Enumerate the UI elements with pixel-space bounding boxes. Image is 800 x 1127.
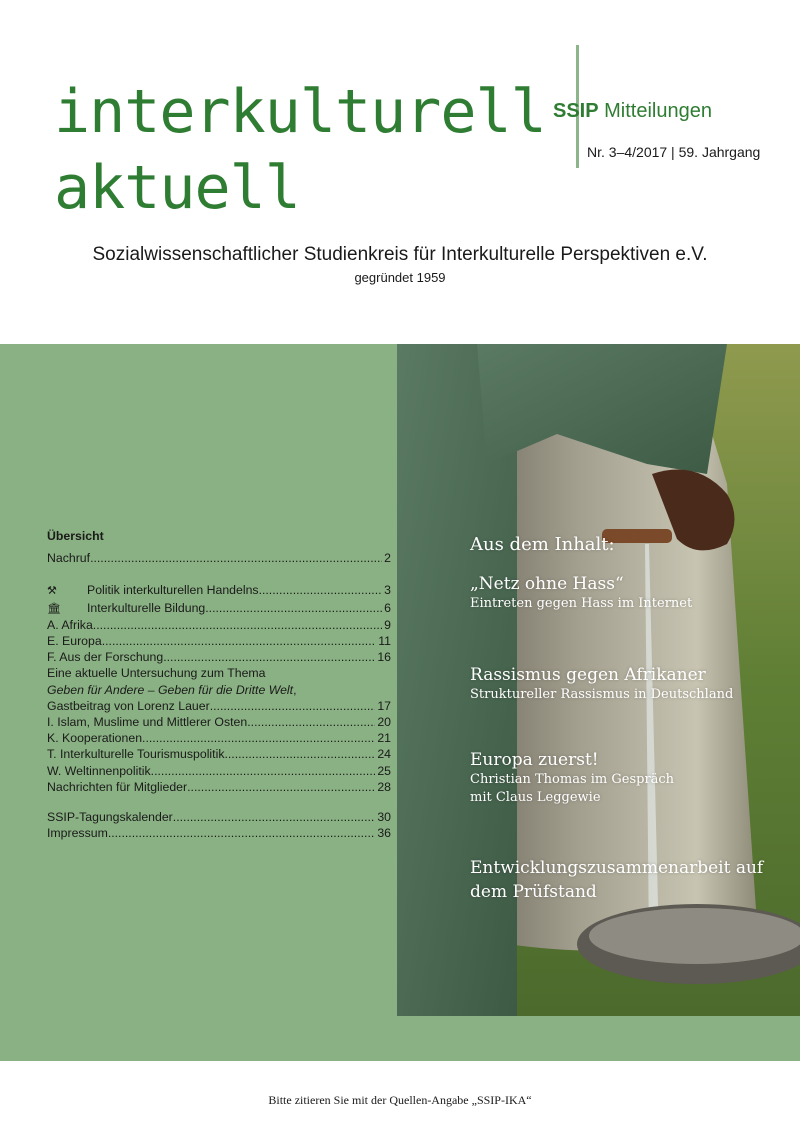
- toc-item-nachrichten[interactable]: [47, 779, 391, 795]
- article-subline: Christian Thomas im Gespräch: [470, 772, 675, 787]
- publication-name: [553, 100, 712, 123]
- article-subline: Eintreten gegen Hass im Internet: [470, 596, 693, 611]
- toc-label: Nachruf: [47, 551, 91, 566]
- bucket-water: [589, 908, 800, 964]
- title-line-1: interkulturell: [54, 77, 546, 147]
- toc-page: 17: [377, 698, 391, 713]
- toc-leader: [102, 633, 377, 649]
- toc-leader: [210, 698, 376, 714]
- toc-item-tagungskalender[interactable]: [47, 809, 391, 825]
- toc-untersuchung-line2: [47, 682, 391, 698]
- toc-leader: [259, 582, 383, 598]
- toc-leader: [93, 617, 382, 633]
- toc-item-kooperationen[interactable]: [47, 730, 391, 746]
- toc-page: 20: [377, 715, 391, 730]
- toc-page: 16: [377, 650, 391, 665]
- hammer-pick-icon: ⚒: [47, 585, 57, 598]
- toc-page: 28: [377, 779, 391, 794]
- table-of-contents: [47, 528, 391, 841]
- title-line-2: aktuell: [54, 153, 300, 223]
- toc-label: F. Aus der Forschung: [47, 650, 164, 665]
- toc-label: I. Islam, Muslime und Mittlerer Osten: [47, 715, 248, 730]
- toc-heading: Übersicht: [47, 529, 104, 543]
- toc-label: A. Afrika: [47, 617, 93, 632]
- toc-untersuchung-line1: Eine aktuelle Untersuchung zum Thema: [47, 666, 266, 681]
- toc-leader: [151, 763, 376, 779]
- toc-leader: [108, 825, 376, 841]
- toc-label: W. Weltinnenpolitik: [47, 763, 151, 778]
- toc-leader: [90, 550, 382, 566]
- organization-name: Sozialwissenschaftlicher Studienkreis für Interkulturelle Perspektiven e.V.: [92, 244, 708, 265]
- toc-item-bildung[interactable]: [47, 600, 391, 617]
- article-headline: „Netz ohne Hass“: [470, 574, 624, 594]
- toc-item-tourismus[interactable]: [47, 746, 391, 762]
- toc-page: 24: [377, 747, 391, 762]
- article-subline: Struktureller Rassismus in Deutschland: [470, 687, 734, 702]
- article-headline: Europa zuerst!: [470, 750, 599, 770]
- toc-label: Gastbeitrag von Lorenz Lauer: [47, 698, 210, 713]
- toc-item-nachruf[interactable]: [47, 550, 391, 566]
- article-headline: Entwicklungszusammenarbeit auf dem Prüfstand: [470, 858, 764, 902]
- toc-item-weltinnenpolitik[interactable]: [47, 763, 391, 779]
- toc-leader: [247, 714, 375, 730]
- founded-note: gegründet 1959: [354, 270, 446, 285]
- toc-leader: [142, 730, 375, 746]
- article-teaser-rassismus: [470, 665, 733, 703]
- toc-leader: [224, 746, 375, 762]
- toc-page: 6: [384, 600, 391, 615]
- toc-page: 36: [377, 826, 391, 841]
- article-teaser-europa: [470, 750, 674, 806]
- toc-page: 3: [384, 583, 391, 598]
- toc-untersuchung-title: Geben für Andere – Geben für die Dritte Welt: [47, 682, 294, 697]
- citation-note: Bitte zitieren Sie mit der Quellen-Angabe „SSIP-IKA“: [268, 1093, 532, 1107]
- toc-label: Impressum: [47, 826, 108, 841]
- toc-page: 25: [377, 763, 391, 778]
- toc-item-forschung[interactable]: [47, 649, 391, 665]
- toc-label: SSIP-Tagungskalender: [47, 810, 173, 825]
- toc-item-politik[interactable]: [47, 582, 391, 599]
- toc-label: T. Interkulturelle Tourismuspolitik: [47, 747, 225, 762]
- toc-page: 2: [384, 551, 391, 566]
- toc-leader: [163, 649, 375, 665]
- toc-item-islam[interactable]: [47, 714, 391, 730]
- article-teaser-netz: [470, 574, 692, 612]
- toc-page: 30: [377, 810, 391, 825]
- toc-page: 9: [384, 617, 391, 632]
- toc-label: Politik interkulturellen Handelns: [87, 583, 259, 598]
- toc-label: E. Europa: [47, 634, 102, 649]
- toc-leader: [187, 779, 375, 795]
- toc-item-gastbeitrag[interactable]: [47, 698, 391, 714]
- school-icon: 🏛: [47, 602, 61, 615]
- article-subline-2: mit Claus Leggewie: [470, 790, 601, 805]
- toc-item-europa[interactable]: [47, 633, 391, 649]
- toc-leader: [205, 600, 382, 616]
- toc-item-afrika[interactable]: [47, 617, 391, 633]
- toc-label: Nachrichten für Mitglieder: [47, 779, 188, 794]
- toc-leader: [173, 809, 376, 825]
- toc-item-impressum[interactable]: [47, 825, 391, 841]
- article-headline: Rassismus gegen Afrikaner: [470, 665, 706, 685]
- toc-label: K. Kooperationen: [47, 731, 143, 746]
- toc-label: Interkulturelle Bildung: [87, 600, 206, 615]
- issue-info: Nr. 3–4/2017 | 59. Jahrgang: [587, 144, 761, 160]
- inhalt-heading: Aus dem Inhalt:: [470, 534, 615, 555]
- publication-type: Mitteilungen: [598, 100, 712, 122]
- toc-page: 11: [378, 634, 391, 649]
- publisher-abbr: SSIP: [553, 100, 599, 122]
- article-teaser-entwicklung: [470, 856, 790, 904]
- toc-untersuchung-comma: ,: [293, 682, 297, 697]
- toc-page: 21: [377, 731, 391, 746]
